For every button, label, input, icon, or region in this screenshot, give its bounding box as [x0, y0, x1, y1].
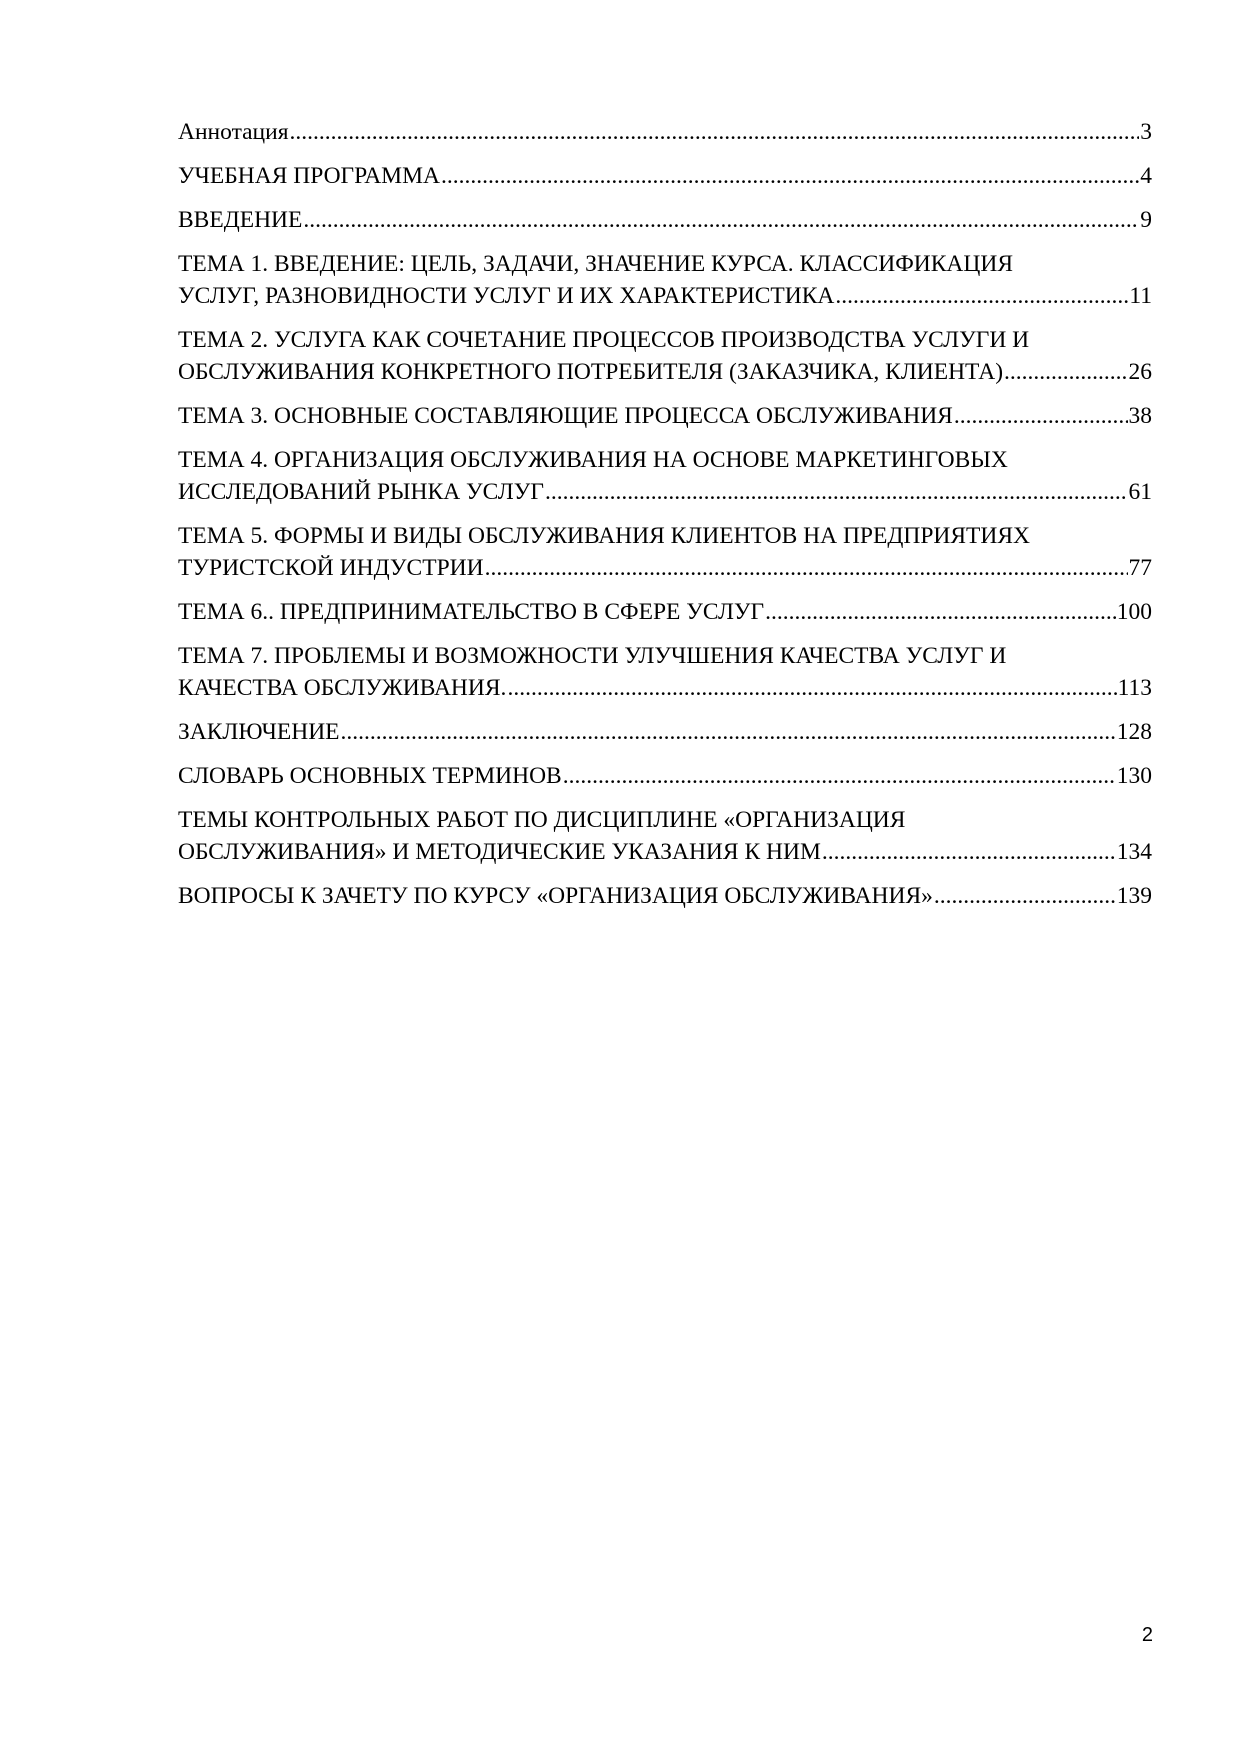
toc-entry-page-number: 61: [1128, 479, 1152, 505]
toc-entry-row: [178, 880, 1152, 912]
toc-entry-row: [178, 596, 1152, 628]
toc-entry-title-line: ТЕМА 5. ФОРМЫ И ВИДЫ ОБСЛУЖИВАНИЯ КЛИЕНТОВ НА ПРЕДПРИЯТИЯХ: [178, 523, 1031, 549]
toc-entry-title-line: ВВЕДЕНИЕ: [178, 207, 303, 233]
toc-entry-title-line: ТЕМА 7. ПРОБЛЕМЫ И ВОЗМОЖНОСТИ УЛУЧШЕНИЯ КАЧЕСТВА УСЛУГ И: [178, 643, 1007, 669]
toc-entry-title-line: СЛОВАРЬ ОСНОВНЫХ ТЕРМИНОВ: [178, 763, 562, 789]
dot-leader: [835, 280, 1128, 312]
toc-entry-row: [178, 836, 1152, 868]
toc-entry-title-line: ТЕМА 3. ОСНОВНЫЕ СОСТАВЛЯЮЩИЕ ПРОЦЕССА ОБСЛУЖИВАНИЯ: [178, 403, 953, 429]
toc-entry-row: [178, 116, 1152, 148]
toc-entry-page-number: 26: [1128, 359, 1152, 385]
toc-entry-title-line: ТЕМА 4. ОРГАНИЗАЦИЯ ОБСЛУЖИВАНИЯ НА ОСНОВЕ МАРКЕТИНГОВЫХ: [178, 447, 1008, 473]
toc-entry-title-line: УСЛУГ, РАЗНОВИДНОСТИ УСЛУГ И ИХ ХАРАКТЕРИСТИКА: [178, 283, 835, 309]
toc-entry-title-line: ОБСЛУЖИВАНИЯ КОНКРЕТНОГО ПОТРЕБИТЕЛЯ (ЗАКАЗЧИКА, КЛИЕНТА): [178, 359, 1004, 385]
toc-entry[interactable]: [178, 640, 1152, 704]
toc-entry-row: [178, 672, 1152, 704]
toc-entry[interactable]: [178, 804, 1152, 868]
toc-entry-page-number: 139: [1116, 883, 1152, 909]
toc-entry[interactable]: [178, 324, 1152, 388]
toc-entry-row: [178, 160, 1152, 192]
toc-entry[interactable]: [178, 880, 1152, 912]
toc-entry[interactable]: [178, 520, 1152, 584]
dot-leader: [303, 204, 1139, 236]
toc-entry-row: [178, 760, 1152, 792]
toc-entry-page-number: 3: [1140, 119, 1152, 145]
toc-entry-title-line: ТЕМА 1. ВВЕДЕНИЕ: ЦЕЛЬ, ЗАДАЧИ, ЗНАЧЕНИЕ КУРСА. КЛАССИФИКАЦИЯ: [178, 251, 1014, 277]
toc-entry[interactable]: [178, 160, 1152, 192]
toc-entry[interactable]: [178, 716, 1152, 748]
dot-leader: [822, 836, 1116, 868]
toc-entry-title-line: Аннотация: [178, 119, 289, 145]
toc-entry-page-number: 4: [1140, 163, 1152, 189]
toc-entry-title-line: УЧЕБНАЯ ПРОГРАММА: [178, 163, 440, 189]
dot-leader: [563, 760, 1116, 792]
dot-leader: [341, 716, 1116, 748]
toc-entry-page-number: 77: [1128, 555, 1152, 581]
toc-entry[interactable]: [178, 204, 1152, 236]
dot-leader: [545, 476, 1128, 508]
toc-entry[interactable]: [178, 596, 1152, 628]
toc-entry[interactable]: [178, 116, 1152, 148]
page-number: 2: [1141, 1624, 1153, 1646]
toc-entry-page-number: 128: [1116, 719, 1152, 745]
dot-leader: [290, 116, 1140, 148]
toc-entry-page-number: 134: [1116, 839, 1152, 865]
toc-entry-title-line: ТУРИСТСКОЙ ИНДУСТРИИ: [178, 555, 484, 581]
dot-leader: [485, 552, 1128, 584]
toc-entry-title-line: ОБСЛУЖИВАНИЯ» И МЕТОДИЧЕСКИЕ УКАЗАНИЯ К НИМ: [178, 839, 821, 865]
toc-entry-page-number: 9: [1140, 207, 1152, 233]
dot-leader: [507, 672, 1116, 704]
toc-entry-title-line: ЗАКЛЮЧЕНИЕ: [178, 719, 340, 745]
toc-entry-page-number: 113: [1117, 675, 1152, 701]
toc-entry-title-line: ТЕМА 2. УСЛУГА КАК СОЧЕТАНИЕ ПРОЦЕССОВ ПРОИЗВОДСТВА УСЛУГИ И: [178, 327, 1030, 353]
toc-entry-row: [178, 552, 1152, 584]
table-of-contents: [178, 116, 1152, 924]
toc-entry-title-line: ВОПРОСЫ К ЗАЧЕТУ ПО КУРСУ «ОРГАНИЗАЦИЯ ОБСЛУЖИВАНИЯ»: [178, 883, 933, 909]
toc-entry-title-line: ИССЛЕДОВАНИЙ РЫНКА УСЛУГ: [178, 479, 544, 505]
dot-leader: [1004, 356, 1127, 388]
toc-entry-page-number: 100: [1116, 599, 1152, 625]
toc-entry-title-line: ТЕМЫ КОНТРОЛЬНЫХ РАБОТ ПО ДИСЦИПЛИНЕ «ОРГАНИЗАЦИЯ: [178, 807, 906, 833]
dot-leader: [441, 160, 1139, 192]
toc-entry[interactable]: [178, 444, 1152, 508]
toc-entry[interactable]: [178, 248, 1152, 312]
toc-entry-row: [178, 716, 1152, 748]
toc-entry-page-number: 130: [1116, 763, 1152, 789]
dot-leader: [765, 596, 1116, 628]
toc-entry-title-line: ТЕМА 6.. ПРЕДПРИНИМАТЕЛЬСТВО В СФЕРЕ УСЛУГ: [178, 599, 765, 625]
toc-entry-row: [178, 476, 1152, 508]
toc-entry-row: [178, 204, 1152, 236]
toc-entry[interactable]: [178, 760, 1152, 792]
toc-entry-page-number: 38: [1128, 403, 1152, 429]
toc-entry-row: [178, 280, 1152, 312]
toc-entry-page-number: 11: [1129, 283, 1152, 309]
dot-leader: [954, 400, 1128, 432]
dot-leader: [934, 880, 1116, 912]
toc-entry-row: [178, 400, 1152, 432]
toc-entry-title-line: КАЧЕСТВА ОБСЛУЖИВАНИЯ.: [178, 675, 507, 701]
toc-entry-row: [178, 356, 1152, 388]
toc-entry[interactable]: [178, 400, 1152, 432]
